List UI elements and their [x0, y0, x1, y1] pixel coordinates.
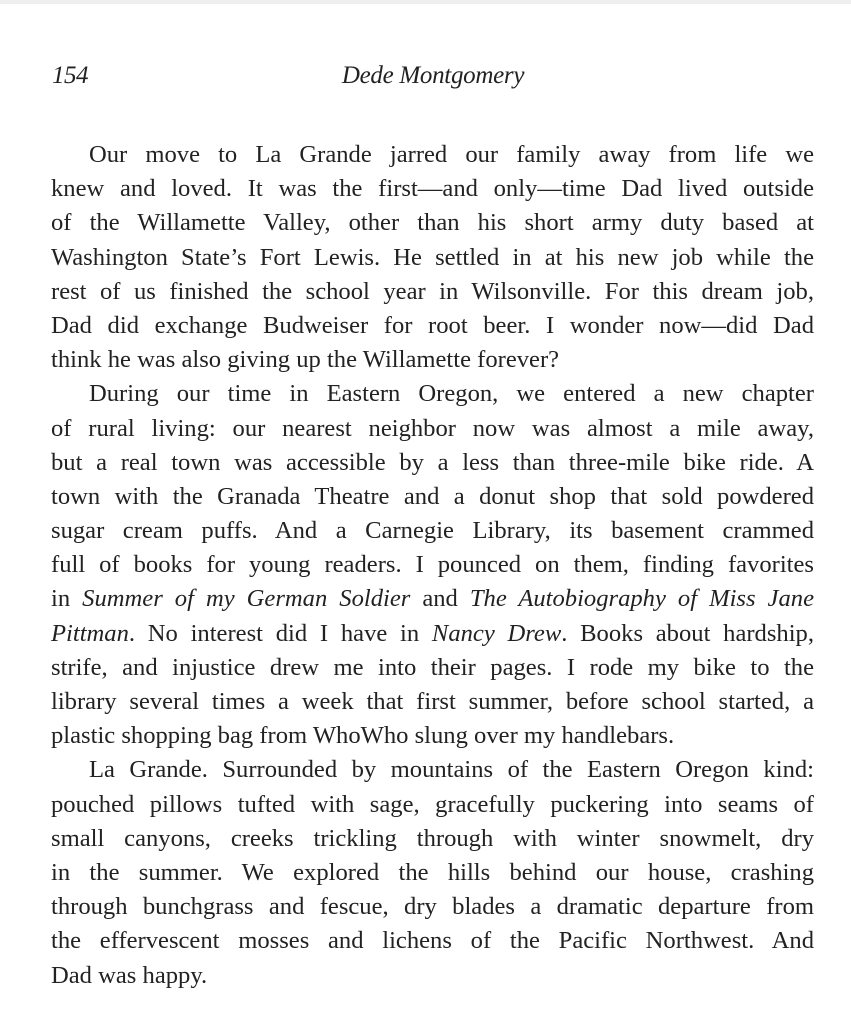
text-line: pouched pillows tufted with sage, gracefully puckering into seams of	[51, 790, 814, 818]
text-line: Our move to La Grande jarred our family away from life we	[89, 141, 814, 168]
paragraph-2	[51, 377, 814, 753]
page-number: 154	[52, 62, 88, 89]
page-body	[51, 138, 814, 993]
text-line: in the summer. We explored the hills behind our house, crashing	[51, 858, 814, 886]
text-line: of rural living: our nearest neighbor now was almost a mile away,	[51, 414, 814, 442]
text-line-with-titles	[51, 582, 814, 616]
text-line: Dad did exchange Budweiser for root beer. I wonder now—did Dad	[51, 311, 814, 339]
text-line: La Grande. Surrounded by mountains of the Eastern Oregon kind:	[89, 756, 814, 784]
top-status-strip	[0, 0, 851, 4]
book-title: The Autobiography of Miss Jane	[469, 585, 814, 613]
text-line: knew and loved. It was the first—and only—time Dad lived outside	[51, 175, 814, 203]
paragraph-3	[51, 753, 814, 992]
paragraph-1	[51, 138, 814, 377]
text-line: library several times a week that first summer, before school started, a	[51, 688, 814, 715]
text-line: think he was also giving up the Willamette forever?	[51, 346, 560, 374]
text-line: plastic shopping bag from WhoWho slung over my handlebars.	[51, 722, 675, 750]
text-line: the effervescent mosses and lichens of the Pacific Northwest. And	[51, 927, 814, 955]
text-run: . Books about hardship,	[561, 619, 815, 647]
text-line: but a real town was accessible by a less than three-mile bike ride. A	[51, 448, 814, 476]
running-head-author: Dede Montgomery	[341, 62, 525, 89]
book-title: Summer of my German Soldier	[82, 585, 411, 613]
text-line: full of books for young readers. I pounced on them, finding favorites	[51, 551, 814, 579]
text-line: through bunchgrass and fescue, dry blades a dramatic departure from	[51, 893, 814, 921]
text-line: town with the Granada Theatre and a donut shop that sold powdered	[51, 482, 814, 510]
text-line: of the Willamette Valley, other than his short army duty based at	[51, 209, 814, 237]
text-line: During our time in Eastern Oregon, we entered a new chapter	[89, 380, 814, 408]
text-line: Washington State’s Fort Lewis. He settled in at his new job while the	[51, 243, 814, 271]
text-line-with-titles	[51, 617, 814, 651]
text-run: in	[51, 585, 83, 613]
book-title: Pittman	[51, 619, 129, 647]
text-line: small canyons, creeks trickling through with winter snowmelt, dry	[51, 824, 814, 852]
text-line: rest of us finished the school year in Wilsonville. For this dream job,	[51, 277, 814, 305]
page-header	[52, 62, 814, 98]
text-line: sugar cream puffs. And a Carnegie Library, its basement crammed	[51, 517, 814, 545]
text-run: and	[410, 585, 470, 613]
book-title: Nancy Drew	[431, 619, 562, 647]
text-line: Dad was happy.	[51, 961, 208, 989]
text-line: strife, and injustice drew me into their pages. I rode my bike to the	[51, 653, 814, 681]
text-run: . No interest did I have in	[128, 619, 432, 647]
